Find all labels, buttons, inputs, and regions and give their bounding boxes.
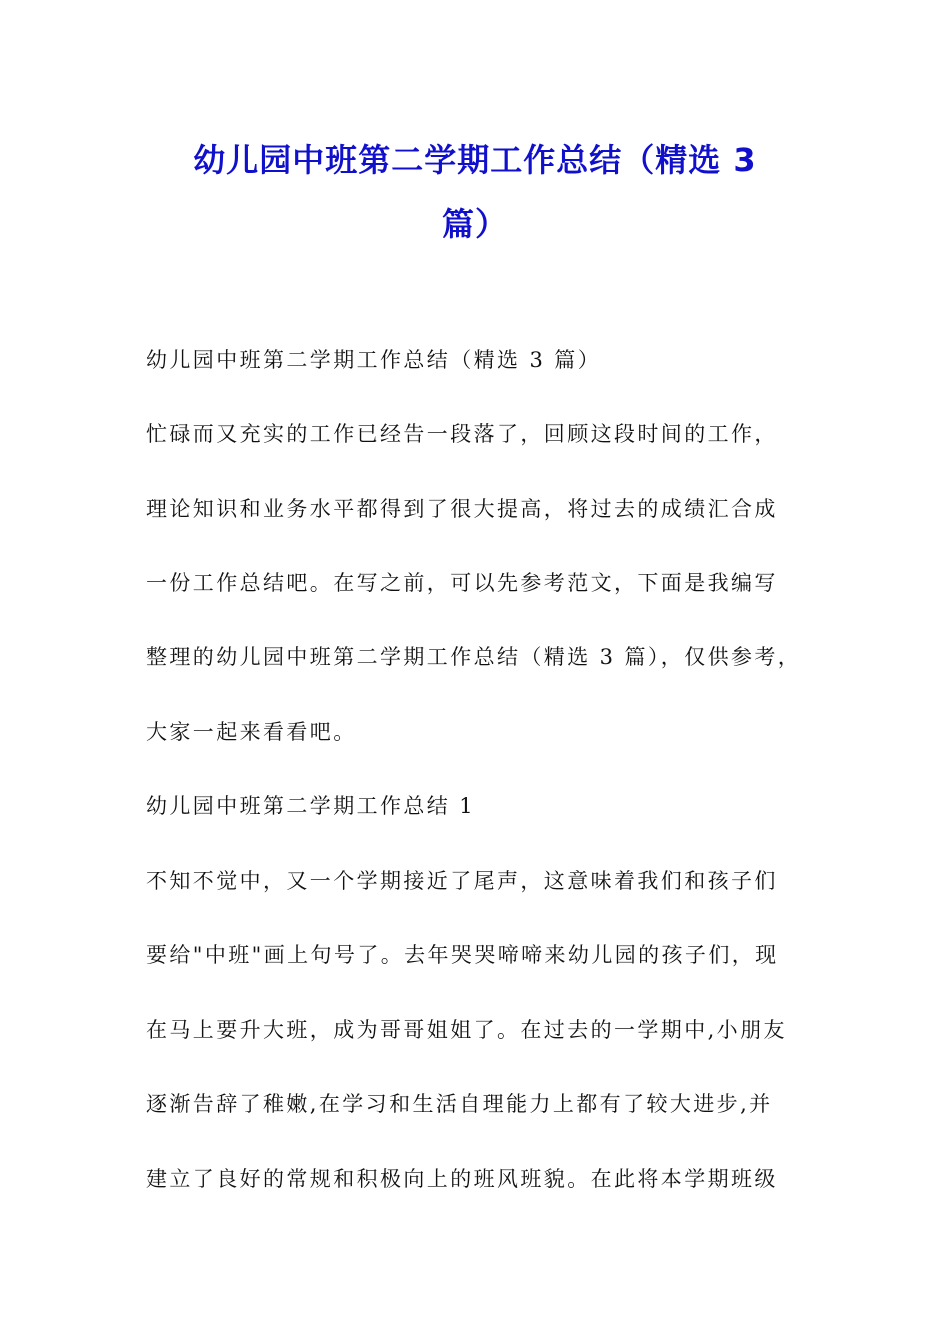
document-title — [120, 128, 830, 256]
section-heading-1: 幼儿园中班第二学期工作总结 1 — [146, 794, 476, 818]
title-line-1: 幼儿园中班第二学期工作总结（精选 3 — [193, 141, 757, 179]
subtitle-heading: 幼儿园中班第二学期工作总结（精选 3 篇） — [146, 348, 602, 372]
title-line-2: 篇） — [441, 205, 508, 243]
paragraph-line: 要给"中班"画上句号了。去年哭哭啼啼来幼儿园的孩子们，现 — [146, 943, 779, 967]
paragraph-line: 逐渐告辞了稚嫩,在学习和生活自理能力上都有了较大进步,并 — [146, 1092, 773, 1116]
paragraph-line: 建立了良好的常规和积极向上的班风班貌。在此将本学期班级 — [146, 1167, 778, 1191]
paragraph-line: 在马上要升大班，成为哥哥姐姐了。在过去的一学期中,小朋友 — [146, 1018, 787, 1042]
paragraph-line: 整理的幼儿园中班第二学期工作总结（精选 3 篇），仅供参考， — [146, 645, 802, 669]
paragraph-line: 忙碌而又充实的工作已经告一段落了，回顾这段时间的工作， — [146, 422, 778, 446]
paragraph-line: 不知不觉中，又一个学期接近了尾声，这意味着我们和孩子们 — [146, 869, 778, 893]
paragraph-line: 理论知识和业务水平都得到了很大提高，将过去的成绩汇合成 — [146, 497, 778, 521]
paragraph-line: 大家一起来看看吧。 — [146, 720, 357, 744]
paragraph-line: 一份工作总结吧。在写之前，可以先参考范文，下面是我编写 — [146, 571, 778, 595]
